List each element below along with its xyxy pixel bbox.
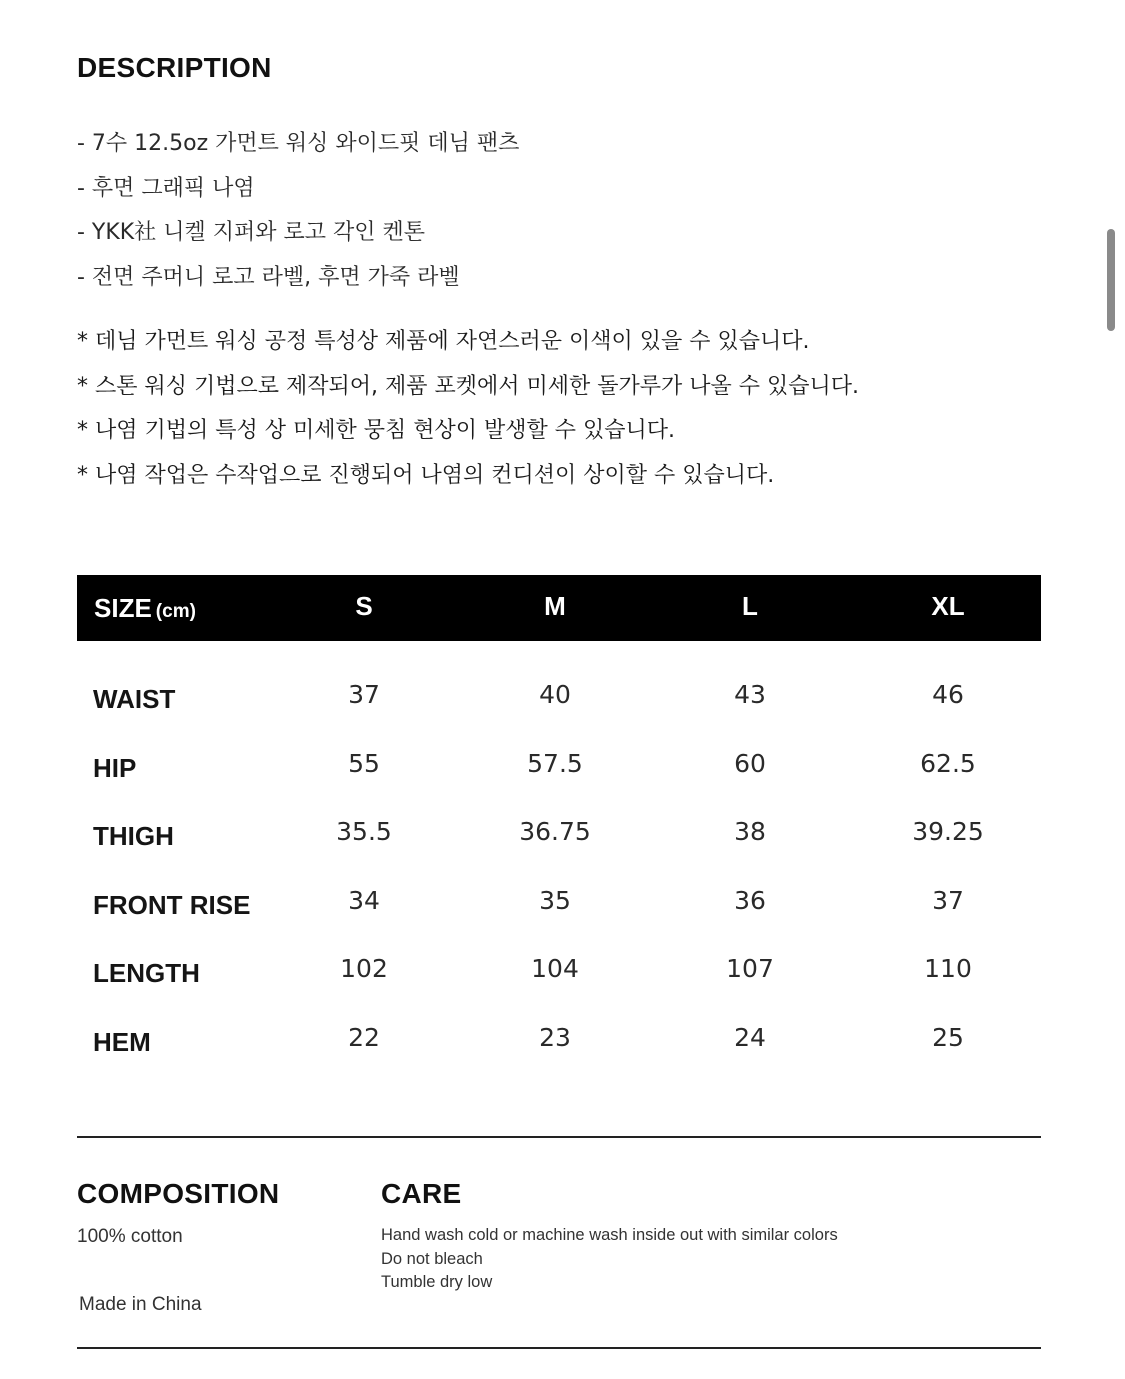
care-item: Do not bleach — [381, 1249, 483, 1268]
note-item: * 데님 가먼트 워싱 공정 특성상 제품에 자연스러운 이색이 있을 수 있습니다. — [77, 329, 810, 354]
table-cell: 22 — [348, 1022, 380, 1052]
table-cell: 35 — [539, 885, 571, 915]
table-row — [77, 936, 1041, 1005]
note-item: * 스톤 워싱 기법으로 제작되어, 제품 포켓에서 미세한 돌가루가 나올 수 있습니다. — [77, 373, 859, 399]
description-item: - 전면 주머니 로고 라벨, 후면 가죽 라벨 — [77, 265, 460, 291]
table-cell: 36 — [734, 885, 766, 915]
size-column-l: L — [742, 591, 758, 621]
table-cell: 104 — [531, 954, 579, 983]
size-table-body — [77, 662, 1041, 1073]
size-unit: (cm) — [155, 601, 196, 622]
description-item: - 7수 12.5oz 가먼트 워싱 와이드핏 데님 팬츠 — [77, 131, 520, 156]
table-cell: 46 — [932, 680, 964, 709]
table-cell: 39.25 — [912, 817, 984, 846]
note-item: * 나염 기법의 특성 상 미세한 뭉침 현상이 발생할 수 있습니다. — [77, 418, 675, 443]
table-cell: 37 — [348, 680, 380, 709]
table-cell: 40 — [539, 680, 571, 709]
row-label: WAIST — [93, 684, 176, 714]
description-title: DESCRIPTION — [77, 52, 272, 83]
size-label: SIZE — [94, 593, 152, 623]
care-list — [381, 1224, 838, 1295]
row-label: FRONT RISE — [93, 889, 251, 920]
notes-list — [77, 320, 859, 498]
section-divider — [77, 1136, 1041, 1138]
composition-title: COMPOSITION — [77, 1178, 280, 1209]
row-label: THIGH — [93, 821, 174, 851]
size-table-header — [77, 575, 1041, 641]
size-header-label — [94, 575, 196, 641]
table-cell: 43 — [734, 680, 766, 709]
scrollbar-thumb[interactable] — [1107, 229, 1115, 331]
size-column-m: M — [544, 591, 566, 621]
description-item: - YKK社 니켈 지퍼와 로고 각인 켄톤 — [77, 220, 425, 246]
table-cell: 57.5 — [527, 748, 583, 778]
table-cell: 55 — [348, 748, 380, 778]
table-cell: 36.75 — [519, 817, 591, 846]
description-item: - 후면 그래픽 나염 — [77, 175, 255, 201]
table-cell: 62.5 — [920, 748, 976, 778]
care-item: Tumble dry low — [381, 1273, 493, 1292]
size-column-xl: XL — [931, 591, 965, 621]
table-cell: 37 — [932, 885, 964, 915]
section-divider — [77, 1347, 1041, 1349]
care-item: Hand wash cold or machine wash inside out with similar colors — [381, 1226, 838, 1244]
composition-origin: Made in China — [79, 1294, 202, 1315]
table-cell: 35.5 — [336, 817, 392, 846]
table-row — [77, 1005, 1041, 1074]
care-title: CARE — [381, 1178, 462, 1209]
table-cell: 107 — [726, 954, 774, 983]
table-row — [77, 662, 1041, 731]
table-cell: 102 — [340, 954, 388, 983]
table-cell: 38 — [734, 817, 766, 846]
table-cell: 110 — [924, 954, 972, 983]
table-cell: 25 — [932, 1022, 964, 1052]
table-cell: 24 — [734, 1022, 766, 1052]
table-cell: 23 — [539, 1022, 571, 1052]
table-row — [77, 731, 1041, 800]
row-label: HIP — [93, 752, 137, 783]
row-label: HEM — [93, 1026, 151, 1057]
table-cell: 34 — [348, 885, 380, 915]
size-column-s: S — [355, 591, 373, 621]
row-label: LENGTH — [93, 958, 200, 988]
table-row — [77, 799, 1041, 868]
table-cell: 60 — [734, 748, 766, 778]
composition-material: 100% cotton — [77, 1226, 183, 1247]
description-list — [77, 122, 519, 301]
note-item: * 나염 작업은 수작업으로 진행되어 나염의 컨디션이 상이할 수 있습니다. — [77, 462, 775, 488]
table-row — [77, 868, 1041, 937]
